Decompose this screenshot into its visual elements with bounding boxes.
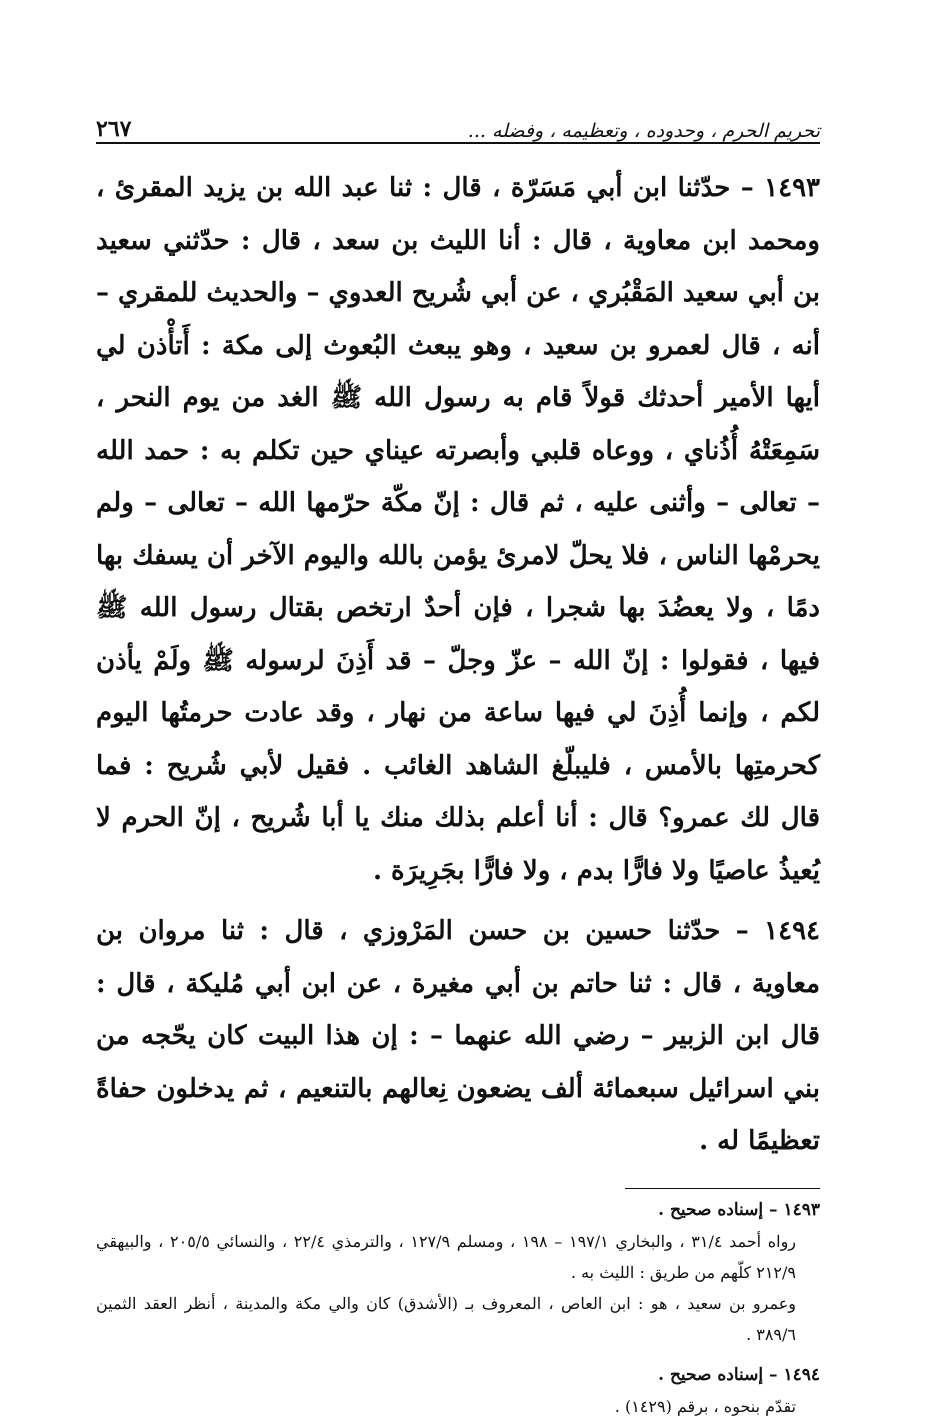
hadith-1493: ١٤٩٣ – حدّثنا ابن أبي مَسَرّة ، قال : ثنا عبد الله بن يزيد المقرئ ، ومحمد ابن معاوية ، قال : أنا الليث بن سعد ، قال : حدّثني سعيد بن أبي سعيد المَقْبُري ، عن أبي شُريح العدوي – والحديث للمقري – أنه ، قال لعمرو بن سعيد ، وهو يبعث البُعوث إلى مكة : أَتأْذن لي أيها الأمير أحدثك قولاً قام به رسول الله ﷺ الغد من يوم النحر ، سَمِعَتْهُ أُذُناي ، ووعاه قلبي وأبصرته عيناي حين تكلم به : حمد الله – تعالى – وأثنى عليه ، ثم قال : إنّ مكّة حرّمها الله – تعالى – ولم يحرمْها الناس ، فلا يحلّ لامرئ يؤمن بالله واليوم الآخر أن يسفك بها دمًا ، ولا يعضُدَ بها شجرا ، فإن أحدٌ ارتخص بقتال رسول الله ﷺ فيها ، فقولوا : إنّ الله – عزّ وجلّ – قد أَذِنَ لرسوله ﷺ ولَمْ يأذن لكم ، وإنما أُذِنَ لي فيها ساعة من نهار ، وقد عادت حرمتُها اليوم كحرمتِها بالأمس ، فليبلّغ الشاهد الغائب . فقيل لأبي شُريح : فما قال لك عمرو؟ قال : أنا أعلم بذلك منك يا أبا شُريح ، إنّ الحرم لا يُعيذُ عاصيًا ولا فارًّا بدم ، ولا فارًّا بجَرِيرَة . <box>95 173 820 886</box>
footnote-1494-head: ١٤٩٤ – إسناده صحيح . <box>658 1364 820 1385</box>
footnote-1493-note: وعمرو بن سعيد ، هو : ابن العاص ، المعروف بـ (الأشدق) كان والي مكة والمدينة ، أنظر العقد الثمين ٣٨٩/٦ . <box>96 1293 796 1344</box>
running-head <box>96 96 820 144</box>
book-page <box>95 96 820 1416</box>
main-text <box>96 162 820 1168</box>
footnote-1494-note: تقدّم بنحوه ، برقم (١٤٢٩) . <box>614 1396 796 1416</box>
hadith-1494: ١٤٩٤ – حدّثنا حسين بن حسن المَرْوزي ، قال : ثنا مروان بن معاوية ، قال : ثنا حاتم بن أبي مغيرة ، عن ابن أبي مُليكة ، قال : قال ابن الزبير – رضي الله عنهما – : إن هذا البيت كان يحّجه من بني اسرائيل سبعمائة ألف يضعون نِعالهم بالتنعيم ، ثم يدخلون حفاةً تعظيمًا له . <box>96 916 820 1156</box>
page-number: ٢٦٧ <box>96 116 132 142</box>
footnote-rule <box>625 1188 820 1189</box>
footnote-1493-head: ١٤٩٣ – إسناده صحيح . <box>658 1199 820 1220</box>
footnotes <box>96 1195 820 1422</box>
chapter-title: تحريم الحرم ، وحدوده ، وتعظيمه ، وفضله ... <box>467 120 820 142</box>
footnote-1493-sources: رواه أحمد ٣١/٤ ، والبخاري ١٩٧/١ – ١٩٨ ، ومسلم ١٢٧/٩ ، والترمذي ٢٢/٤ ، والنسائي ٢٠٥/٥ ، والبيهقي ٢١٢/٩ كلّهم من طريق : الليث به . <box>96 1231 797 1282</box>
